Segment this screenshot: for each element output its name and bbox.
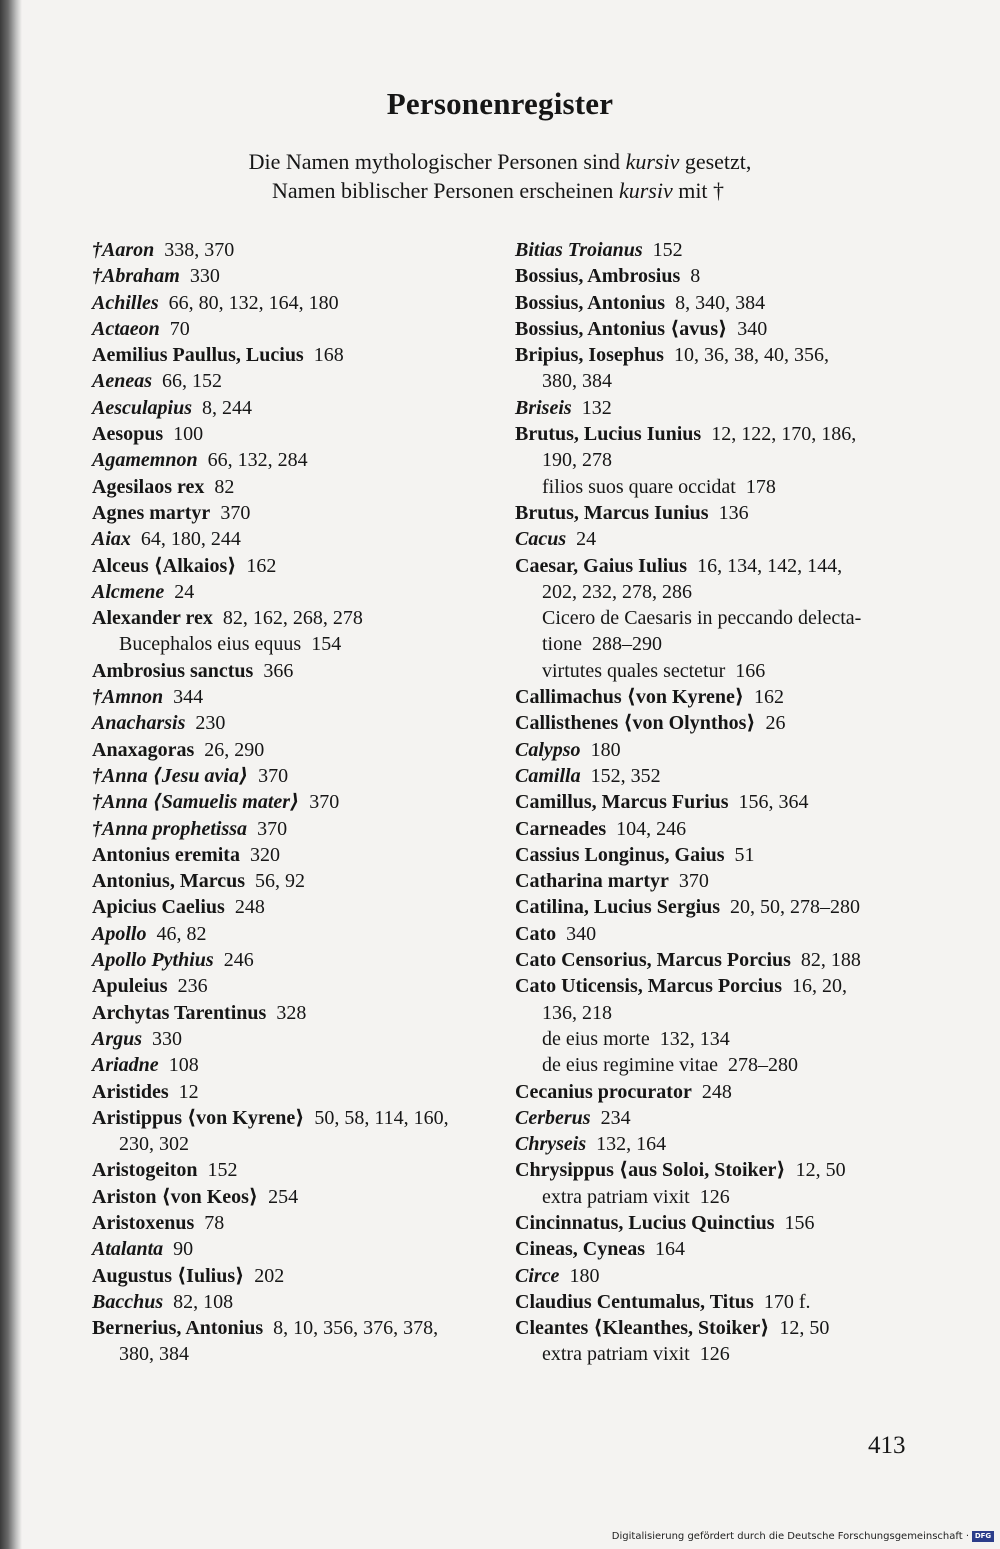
entry-pages: 10, 36, 38, 40, 356, <box>673 344 829 367</box>
entry-pages: 82, 108 <box>173 1290 234 1313</box>
entry-name: Briseis <box>515 396 572 419</box>
entry-pages: 254 <box>268 1185 299 1208</box>
index-entry <box>92 474 497 500</box>
entry-name: Callisthenes ⟨von Olynthos⟩ <box>515 712 756 735</box>
entry-pages: 26 <box>765 712 786 735</box>
entry-name: Camilla <box>515 764 581 787</box>
index-entry <box>92 842 497 868</box>
entry-name: Aiax <box>92 528 131 551</box>
entry-name: Apicius Caelius <box>92 896 225 919</box>
entry-pages: 370 <box>257 817 288 840</box>
index-entry <box>92 526 497 552</box>
entry-pages: 340 <box>566 922 597 945</box>
page-title: Personenregister <box>386 86 614 121</box>
entry-name: Claudius Centumalus, Titus <box>515 1290 754 1313</box>
index-subentry <box>515 1026 915 1052</box>
index-entry <box>515 342 915 368</box>
index-entry <box>515 1157 915 1183</box>
entry-pages: 288–290 <box>592 633 662 656</box>
index-entry <box>92 237 497 263</box>
entry-pages: 162 <box>754 686 785 709</box>
index-entry <box>515 973 915 999</box>
subentry-text: extra patriam vixit <box>542 1343 690 1366</box>
entry-name: Bripius, Iosephus <box>515 344 664 367</box>
entry-pages: 330 <box>189 265 220 288</box>
credit-text: Digitalisierung gefördert durch die Deutsche Forschungsgemeinschaft · <box>611 1531 969 1542</box>
index-entry <box>92 921 497 947</box>
entry-name: Apollo <box>92 922 147 945</box>
entry-pages: 20, 50, 278–280 <box>730 896 861 919</box>
entry-name: Agesilaos rex <box>92 475 205 498</box>
index-subentry <box>515 631 915 657</box>
index-entry <box>515 421 915 447</box>
entry-pages: 328 <box>276 1001 307 1024</box>
entry-pages: 126 <box>699 1185 730 1208</box>
index-entry <box>92 553 497 579</box>
index-entry <box>92 737 497 763</box>
entry-name: Cincinnatus, Lucius Quinctius <box>515 1211 775 1234</box>
entry-pages: 156, 364 <box>738 791 809 814</box>
index-entry-continuation <box>515 368 915 394</box>
continuation-pages: 230, 302 <box>119 1133 189 1156</box>
entry-name: †Aaron <box>92 239 155 261</box>
entry-name: Caesar, Gaius Iulius <box>515 554 688 577</box>
entry-pages: 51 <box>734 843 755 866</box>
entry-pages: 66, 152 <box>162 370 222 393</box>
entry-pages: 338, 370 <box>164 239 235 261</box>
entry-pages: 100 <box>173 423 204 446</box>
index-entry <box>92 1236 497 1262</box>
entry-name: Chryseis <box>515 1133 587 1156</box>
entry-pages: 152, 352 <box>590 764 661 787</box>
entry-name: †Anna ⟨Jesu avia⟩ <box>92 764 249 787</box>
index-entry <box>92 421 497 447</box>
entry-pages: 164 <box>655 1238 686 1261</box>
entry-pages: 126 <box>699 1343 730 1366</box>
index-entry <box>92 395 497 421</box>
entry-name: Carneades <box>515 817 607 840</box>
index-entry <box>515 842 915 868</box>
entry-pages: 12 <box>178 1080 199 1103</box>
entry-pages: 66, 80, 132, 164, 180 <box>168 291 339 314</box>
index-entry <box>92 263 497 289</box>
index-entry <box>92 1263 497 1289</box>
digitization-credit <box>612 1531 994 1542</box>
entry-pages: 344 <box>173 686 204 709</box>
continuation-pages: 190, 278 <box>542 449 612 472</box>
entry-pages: 132, 164 <box>596 1133 667 1156</box>
entry-pages: 180 <box>590 738 621 761</box>
entry-name: Chrysippus ⟨aus Soloi, Stoiker⟩ <box>515 1159 786 1182</box>
index-subentry <box>515 474 915 500</box>
continuation-pages: 136, 218 <box>542 1001 612 1024</box>
index-entry <box>515 553 915 579</box>
entry-pages: 8, 10, 356, 376, 378, <box>273 1317 439 1340</box>
entry-pages: 82, 188 <box>800 949 861 972</box>
index-entry <box>92 1000 497 1026</box>
index-entry <box>515 1289 915 1315</box>
entry-name: Brutus, Marcus Iunius <box>515 501 709 524</box>
entry-pages: 104, 246 <box>616 817 687 840</box>
entry-name: Cato <box>515 922 557 945</box>
entry-name: Ariston ⟨von Keos⟩ <box>92 1185 259 1208</box>
index-entry <box>92 973 497 999</box>
entry-name: Augustus ⟨Iulius⟩ <box>92 1264 245 1287</box>
entry-name: †Amnon <box>92 686 164 709</box>
continuation-pages: 202, 232, 278, 286 <box>542 580 692 603</box>
entry-pages: 64, 180, 244 <box>140 528 241 551</box>
entry-pages: 78 <box>204 1211 225 1234</box>
entry-name: Archytas Tarentinus <box>92 1001 267 1024</box>
entry-name: Actaeon <box>92 317 160 340</box>
entry-pages: 12, 50 <box>795 1159 846 1182</box>
entry-name: Aristippus ⟨von Kyrene⟩ <box>92 1106 305 1129</box>
entry-name: Brutus, Lucius Iunius <box>515 423 702 446</box>
entry-name: Cerberus <box>515 1106 591 1129</box>
subentry-text: de eius regimine vitae <box>542 1054 719 1077</box>
index-entry-continuation <box>92 1341 497 1367</box>
index-entry <box>92 894 497 920</box>
index-entry <box>515 1131 915 1157</box>
entry-name: Circe <box>515 1264 560 1287</box>
entry-pages: 330 <box>152 1027 183 1050</box>
entry-name: Bossius, Ambrosius <box>515 265 681 288</box>
entry-pages: 320 <box>249 843 280 866</box>
index-entry <box>92 1210 497 1236</box>
entry-pages: 248 <box>234 896 265 919</box>
index-entry <box>515 763 915 789</box>
entry-pages: 340 <box>737 317 768 340</box>
entry-pages: 8, 340, 384 <box>675 291 766 314</box>
index-entry <box>515 947 915 973</box>
index-subentry <box>515 605 915 631</box>
index-entry <box>92 500 497 526</box>
entry-name: Alexander rex <box>92 607 213 630</box>
entry-name: Alceus ⟨Alkaios⟩ <box>92 554 237 577</box>
index-entry <box>515 237 915 263</box>
subtitle <box>0 147 1000 205</box>
index-entry-continuation <box>515 579 915 605</box>
entry-pages: 236 <box>177 975 208 998</box>
entry-name: †Anna ⟨Samuelis mater⟩ <box>92 791 300 814</box>
index-entry <box>92 658 497 684</box>
entry-pages: 136 <box>718 501 749 524</box>
index-entry <box>92 1079 497 1105</box>
index-entry <box>92 1052 497 1078</box>
index-entry <box>92 1289 497 1315</box>
subentry-text: Bucephalos eius equus <box>119 633 302 656</box>
entry-pages: 46, 82 <box>156 922 207 945</box>
entry-pages: 166 <box>735 659 766 682</box>
entry-pages: 162 <box>246 554 277 577</box>
index-entry-continuation <box>515 447 915 473</box>
continuation-pages: 380, 384 <box>119 1343 189 1366</box>
index-entry <box>92 684 497 710</box>
subentry-text: de eius morte <box>542 1027 650 1050</box>
index-entry <box>92 290 497 316</box>
entry-name: Bacchus <box>92 1290 164 1313</box>
entry-name: Bernerius, Antonius <box>92 1317 264 1340</box>
entry-pages: 16, 134, 142, 144, <box>697 554 843 577</box>
index-entry <box>92 710 497 736</box>
entry-pages: 132 <box>581 396 612 419</box>
entry-pages: 16, 20, <box>792 975 848 998</box>
index-subentry <box>515 658 915 684</box>
index-entry <box>92 1184 497 1210</box>
entry-pages: 234 <box>600 1106 631 1129</box>
index-entry <box>515 1210 915 1236</box>
page-binding-shadow <box>0 0 22 1549</box>
index-entry <box>92 605 497 631</box>
index-subentry <box>515 1184 915 1210</box>
entry-pages: 82 <box>214 475 235 498</box>
index-entry <box>515 526 915 552</box>
entry-pages: 154 <box>311 633 342 656</box>
entry-pages: 366 <box>263 659 294 682</box>
entry-name: Cacus <box>515 528 567 551</box>
entry-name: Cecanius procurator <box>515 1080 692 1103</box>
index-column-left <box>92 237 497 1368</box>
entry-pages: 66, 132, 284 <box>207 449 308 472</box>
entry-pages: 108 <box>168 1054 199 1077</box>
entry-pages: 8, 244 <box>202 396 253 419</box>
entry-name: Callimachus ⟨von Kyrene⟩ <box>515 686 745 709</box>
index-entry <box>515 316 915 342</box>
entry-name: Cassius Longinus, Gaius <box>515 843 725 866</box>
entry-pages: 370 <box>309 791 340 814</box>
index-entry <box>515 290 915 316</box>
index-entry <box>92 1105 497 1131</box>
entry-name: Aemilius Paullus, Lucius <box>92 344 304 367</box>
index-entry <box>515 395 915 421</box>
entry-pages: 24 <box>576 528 597 551</box>
index-entry <box>515 868 915 894</box>
entry-name: Aesculapius <box>92 396 193 419</box>
entry-name: Calypso <box>515 738 581 761</box>
index-entry <box>515 684 915 710</box>
index-entry <box>515 500 915 526</box>
entry-pages: 8 <box>690 265 701 288</box>
entry-name: Anacharsis <box>92 712 186 735</box>
subentry-text: tione <box>542 633 582 656</box>
index-subentry <box>515 1341 915 1367</box>
entry-pages: 152 <box>207 1159 238 1182</box>
entry-name: Catilina, Lucius Sergius <box>515 896 721 919</box>
index-entry-continuation <box>515 1000 915 1026</box>
index-entry <box>92 1157 497 1183</box>
entry-name: †Anna prophetissa <box>92 817 248 840</box>
entry-name: Cato Uticensis, Marcus Porcius <box>515 975 783 998</box>
entry-pages: 178 <box>745 475 776 498</box>
entry-name: Aristides <box>92 1080 169 1103</box>
index-entry <box>92 1315 497 1341</box>
entry-pages: 370 <box>258 764 289 787</box>
entry-name: Aeneas <box>92 370 152 393</box>
entry-name: Cato Censorius, Marcus Porcius <box>515 949 791 972</box>
entry-name: Apollo Pythius <box>92 949 214 972</box>
index-entry <box>92 316 497 342</box>
continuation-pages: 380, 384 <box>542 370 612 393</box>
entry-pages: 370 <box>220 501 251 524</box>
entry-name: Anaxagoras <box>92 738 195 761</box>
index-entry <box>515 1236 915 1262</box>
entry-name: Aristoxenus <box>92 1211 195 1234</box>
entry-name: Bitias Troianus <box>515 239 643 261</box>
entry-pages: 70 <box>169 317 190 340</box>
index-subentry <box>515 1052 915 1078</box>
index-subentry <box>92 631 497 657</box>
entry-pages: 248 <box>701 1080 732 1103</box>
entry-pages: 202 <box>254 1264 285 1287</box>
entry-pages: 132, 134 <box>659 1027 730 1050</box>
index-entry <box>92 763 497 789</box>
index-column-right <box>515 237 915 1368</box>
entry-name: Apuleius <box>92 975 168 998</box>
subentry-text: Cicero de Caesaris in peccando delecta- <box>542 607 862 630</box>
entry-pages: 12, 122, 170, 186, <box>711 423 857 446</box>
entry-name: Cineas, Cyneas <box>515 1238 646 1261</box>
index-entry <box>515 1079 915 1105</box>
subtitle-line-1: Die Namen mythologischer Personen sind kursiv gesetzt, <box>248 149 752 174</box>
page-number: 413 <box>868 1432 906 1459</box>
index-entry <box>515 921 915 947</box>
dfg-logo: DFG <box>972 1531 994 1542</box>
index-entry <box>92 868 497 894</box>
entry-pages: 56, 92 <box>255 870 305 893</box>
entry-pages: 82, 162, 268, 278 <box>222 607 363 630</box>
entry-name: Catharina martyr <box>515 870 669 893</box>
entry-name: Camillus, Marcus Furius <box>515 791 729 814</box>
index-entry <box>515 1263 915 1289</box>
entry-pages: 170 f. <box>763 1290 811 1313</box>
index-entry <box>92 368 497 394</box>
index-entry <box>515 789 915 815</box>
index-entry <box>92 816 497 842</box>
index-entry <box>515 263 915 289</box>
entry-name: Bossius, Antonius ⟨avus⟩ <box>515 317 728 340</box>
subentry-text: virtutes quales sectetur <box>542 659 726 682</box>
entry-name: Argus <box>92 1027 143 1050</box>
index-entry <box>515 737 915 763</box>
entry-name: Atalanta <box>92 1238 164 1261</box>
index-entry-continuation <box>92 1131 497 1157</box>
index-entry <box>92 1026 497 1052</box>
index-entry <box>515 894 915 920</box>
entry-name: Cleantes ⟨Kleanthes, Stoiker⟩ <box>515 1317 770 1340</box>
index-entry <box>515 1105 915 1131</box>
index-entry <box>92 447 497 473</box>
entry-pages: 370 <box>678 870 709 893</box>
entry-name: Antonius eremita <box>92 843 240 866</box>
entry-name: Bossius, Antonius <box>515 291 666 314</box>
index-entry <box>92 947 497 973</box>
subtitle-line-2: Namen biblischer Personen erscheinen kursiv mit † <box>271 178 725 203</box>
index-entry <box>92 342 497 368</box>
entry-name: Achilles <box>92 291 159 314</box>
entry-pages: 180 <box>569 1264 600 1287</box>
entry-pages: 278–280 <box>728 1054 799 1077</box>
entry-pages: 152 <box>652 239 683 261</box>
entry-name: Aesopus <box>92 423 164 446</box>
subentry-text: filios suos quare occidat <box>542 475 736 498</box>
entry-name: Agnes martyr <box>92 501 211 524</box>
index-entry <box>92 789 497 815</box>
entry-name: Antonius, Marcus <box>92 870 245 893</box>
entry-pages: 246 <box>223 949 254 972</box>
entry-name: Alcmene <box>92 580 165 603</box>
entry-pages: 50, 58, 114, 160, <box>314 1106 449 1129</box>
entry-name: Ariadne <box>92 1054 159 1077</box>
entry-name: Agamemnon <box>92 449 198 472</box>
index-entry <box>515 710 915 736</box>
subentry-text: extra patriam vixit <box>542 1185 690 1208</box>
entry-pages: 168 <box>313 344 344 367</box>
index-entry <box>92 579 497 605</box>
index-entry <box>515 1315 915 1341</box>
entry-pages: 90 <box>173 1238 194 1261</box>
entry-pages: 156 <box>784 1211 815 1234</box>
entry-pages: 26, 290 <box>204 738 265 761</box>
entry-name: Aristogeiton <box>92 1159 198 1182</box>
entry-pages: 12, 50 <box>779 1317 830 1340</box>
entry-pages: 230 <box>195 712 226 735</box>
entry-name: Ambrosius sanctus <box>92 659 254 682</box>
entry-name: †Abraham <box>92 265 180 288</box>
index-entry <box>515 816 915 842</box>
entry-pages: 24 <box>174 580 195 603</box>
